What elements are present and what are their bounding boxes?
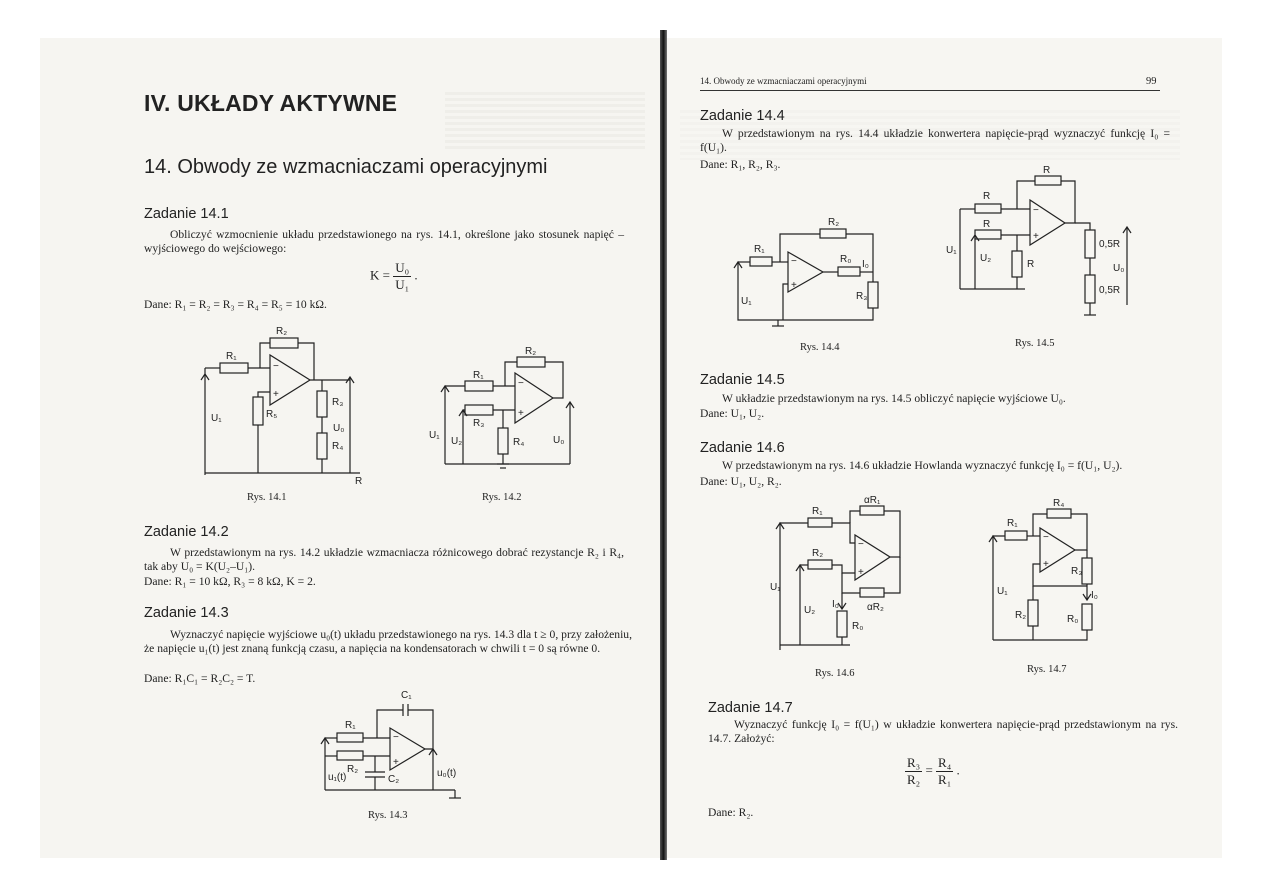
fig-14-7-caption: Rys. 14.7 — [1027, 664, 1067, 675]
denominator: U₁ — [395, 277, 410, 292]
u1-label: U₁ — [741, 296, 752, 307]
op-minus: − — [1043, 532, 1049, 543]
u1t-label: u₁(t) — [328, 772, 347, 783]
op-plus: + — [1043, 559, 1049, 570]
section-title: 14. Obwody ze wzmacniaczami operacyjnymi — [144, 156, 548, 178]
fig-14-3-caption: Rys. 14.3 — [368, 810, 408, 821]
r1-label: R₁ — [345, 720, 356, 731]
task-14-1-given: Dane: R₁ = R₂ = R₃ = R₄ = R₅ = 10 kΩ. — [144, 298, 327, 311]
r3-label: R₃ — [856, 291, 868, 302]
op-minus: − — [1033, 205, 1039, 216]
r-label: R — [355, 476, 363, 487]
fraction — [905, 755, 922, 788]
task-14-5-heading: Zadanie 14.5 — [700, 372, 785, 388]
u0-label: U₀ — [1113, 263, 1125, 274]
task-14-2-given: Dane: R₁ = 10 kΩ, R₃ = 8 kΩ, K = 2. — [144, 575, 316, 588]
u1-label: U₁ — [997, 586, 1008, 597]
task-14-4-given: Dane: R₁, R₂, R₃. — [700, 158, 781, 171]
i0-label: I₀ — [862, 259, 869, 270]
denominator: R₁ — [938, 772, 952, 787]
task-14-5-text: W układzie przedstawionym na rys. 14.5 obliczyć napięcie wyjściowe U₀. — [722, 392, 1066, 405]
i0-label: I₀ — [1091, 590, 1098, 601]
op-minus: − — [393, 732, 399, 743]
formula-14-7 — [905, 755, 960, 788]
task-14-7-text: Wyznaczyć funkcję I₀ = f(U₁) w układzie konwertera napięcie-prąd przedstawionym na rys. 14.7. Założyć: — [708, 718, 1178, 745]
u1-label: U₁ — [946, 245, 957, 256]
chapter-title: IV. UKŁADY AKTYWNE — [144, 90, 398, 116]
r1-label: R₁ — [226, 351, 237, 362]
page-number: 99 — [1146, 76, 1157, 87]
r-label: R — [983, 191, 991, 202]
task-14-6-given: Dane: U₁, U₂, R₂. — [700, 475, 782, 488]
r1-label: R₁ — [812, 506, 823, 517]
half-r-label: 0,5R — [1099, 285, 1121, 296]
numerator: R₃ — [907, 755, 921, 770]
r2-label: R₂ — [347, 764, 359, 775]
ar1-label: αR₁ — [864, 495, 881, 506]
formula-14-1 — [370, 260, 418, 293]
formula-tail: . — [956, 762, 960, 778]
r2-label: R₂ — [812, 548, 824, 559]
task-14-4-heading: Zadanie 14.4 — [700, 108, 785, 124]
r-label: R — [1043, 165, 1051, 176]
task-14-2-text: W przedstawionym na rys. 14.2 układzie wzmacniacza różnicowego dobrać rezystancje R₂ i R₄, tak aby U₀ = K(U₂–U₁). — [144, 546, 624, 573]
equals-sign: = — [925, 762, 933, 778]
r3-label: R₃ — [1071, 566, 1083, 577]
u0-label: U₀ — [333, 423, 345, 434]
fig-14-4-caption: Rys. 14.4 — [800, 342, 840, 353]
fig-14-5-caption: Rys. 14.5 — [1015, 338, 1055, 349]
r1-label: R₁ — [754, 244, 765, 255]
fig-14-2-caption: Rys. 14.2 — [482, 492, 522, 503]
figure-14-6-circuit — [770, 495, 920, 655]
r4-label: R₄ — [332, 441, 344, 452]
u0t-label: u₀(t) — [437, 768, 457, 779]
figure-14-1-circuit — [200, 325, 375, 485]
formula-lhs: K = — [370, 267, 390, 283]
r-label: R — [1027, 259, 1035, 270]
c2-label: C₂ — [388, 774, 400, 785]
op-plus: + — [273, 389, 279, 400]
r0-label: R₀ — [1067, 614, 1079, 625]
fig-14-6-caption: Rys. 14.6 — [815, 668, 855, 679]
op-plus: + — [791, 280, 797, 291]
r4-label: R₄ — [1053, 498, 1065, 509]
r-label: R — [983, 219, 991, 230]
task-14-5-given: Dane: U₁, U₂. — [700, 407, 765, 420]
figure-14-4-circuit — [728, 212, 888, 332]
r5-label: R₅ — [266, 409, 278, 420]
head-rule — [700, 90, 1160, 91]
task-14-4-text: W przedstawionym na rys. 14.4 układzie konwertera napięcie-prąd wyznaczyć funkcję I₀ = f(U₁). — [700, 127, 1170, 154]
denominator: R₂ — [907, 772, 921, 787]
u2-label: U₂ — [451, 436, 463, 447]
task-14-7-given: Dane: R₂. — [708, 806, 754, 819]
task-14-1-heading: Zadanie 14.1 — [144, 206, 229, 222]
task-14-3-given: Dane: R₁C₁ = R₂C₂ = T. — [144, 672, 256, 685]
op-minus: − — [791, 256, 797, 267]
op-plus: + — [1033, 231, 1039, 242]
ar2-label: αR₂ — [867, 602, 884, 613]
fig-14-1-caption: Rys. 14.1 — [247, 492, 287, 503]
book-spine — [660, 30, 667, 860]
task-14-6-text: W przedstawionym na rys. 14.6 układzie Howlanda wyznaczyć funkcję I₀ = f(U₁, U₂). — [722, 459, 1123, 472]
r2-label: R₂ — [828, 217, 840, 228]
fraction — [393, 260, 411, 293]
r1-label: R₁ — [1007, 518, 1018, 529]
u1-label: U₁ — [770, 582, 781, 593]
task-14-3-heading: Zadanie 14.3 — [144, 605, 229, 621]
task-14-6-heading: Zadanie 14.6 — [700, 440, 785, 456]
op-minus: − — [518, 378, 524, 389]
u1-label: U₁ — [429, 430, 440, 441]
op-plus: + — [858, 567, 864, 578]
fraction — [936, 755, 953, 788]
bleed-through-text — [445, 92, 645, 152]
u1-label: U₁ — [211, 413, 222, 424]
c1-label: C₁ — [401, 690, 412, 701]
task-14-7-heading: Zadanie 14.7 — [708, 700, 793, 716]
r0-label: R₀ — [852, 621, 864, 632]
r2-label: R₂ — [1015, 610, 1027, 621]
u2-label: U₂ — [980, 253, 992, 264]
op-plus: + — [518, 408, 524, 419]
figure-14-7-circuit — [985, 500, 1125, 650]
figure-14-3-circuit — [315, 690, 480, 805]
op-minus: − — [273, 361, 279, 372]
figure-14-2-circuit — [425, 348, 585, 478]
running-head: 14. Obwody ze wzmacniaczami operacyjnymi — [700, 76, 867, 86]
r2-label: R₂ — [525, 346, 537, 357]
task-14-1-text: Obliczyć wzmocnienie układu przedstawionego na rys. 14.1, określone jako stosunek napięć – wyjściowego do wejściowego: — [144, 228, 624, 255]
figure-14-5-circuit — [945, 165, 1145, 325]
task-14-3-text: Wyznaczyć napięcie wyjściowe u₀(t) układu przedstawionego na rys. 14.3 dla t ≥ 0, przy założeniu, że napięcie u₁(t) jest znaną funkcją czasu, a napięcia na kondensatorach w chwili t = 0 są równe 0. — [144, 628, 632, 655]
r1-label: R₁ — [473, 370, 484, 381]
half-r-label: 0,5R — [1099, 239, 1121, 250]
r2-label: R₂ — [276, 326, 288, 337]
u2-label: U₂ — [804, 605, 816, 616]
r3-label: R₃ — [473, 418, 485, 429]
r4-label: R₄ — [513, 437, 525, 448]
i0-label: I₀ — [832, 599, 839, 610]
formula-tail: . — [414, 267, 418, 283]
r3-label: R₃ — [332, 397, 344, 408]
op-plus: + — [393, 757, 399, 768]
r0-label: R₀ — [840, 254, 852, 265]
task-14-2-heading: Zadanie 14.2 — [144, 524, 229, 540]
u0-label: U₀ — [553, 435, 565, 446]
op-minus: − — [858, 539, 864, 550]
numerator: U₀ — [395, 260, 410, 275]
numerator: R₄ — [938, 755, 952, 770]
